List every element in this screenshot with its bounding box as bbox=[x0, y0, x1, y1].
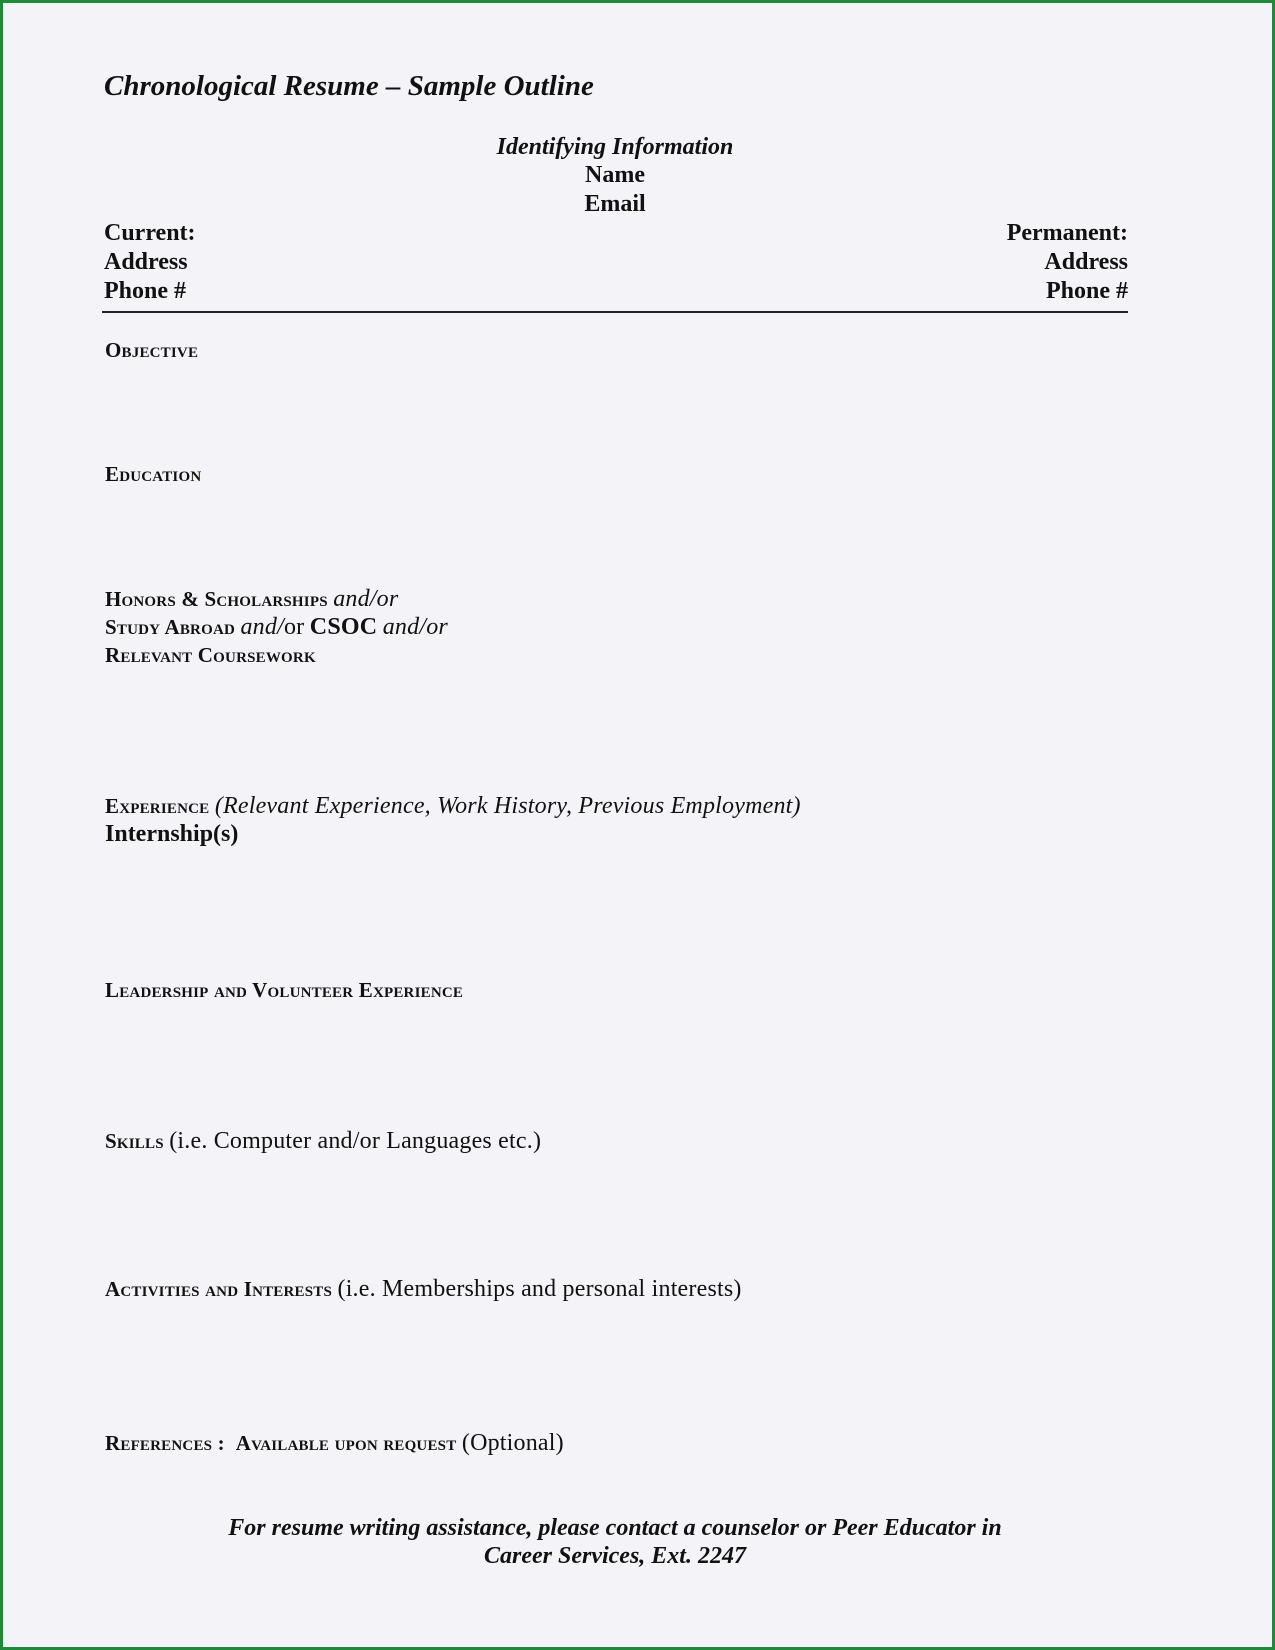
name-field: Name bbox=[585, 162, 645, 188]
footer-line-1: For resume writing assistance, please contact a counselor or Peer Educator in bbox=[228, 1515, 1002, 1541]
study-or: or bbox=[283, 614, 305, 640]
honors-andor: and/or bbox=[333, 586, 399, 612]
references-value: Available upon request bbox=[235, 1431, 457, 1455]
current-label: Current: bbox=[104, 220, 196, 246]
internships-subheading: Internship(s) bbox=[105, 821, 239, 847]
experience-note: (Relevant Experience, Work History, Previous Employment) bbox=[214, 793, 801, 819]
permanent-phone: Phone # bbox=[1045, 278, 1128, 304]
current-phone: Phone # bbox=[104, 278, 187, 304]
objective-heading: Objective bbox=[105, 338, 199, 362]
permanent-label: Permanent: bbox=[1006, 220, 1128, 246]
header-divider bbox=[102, 311, 1128, 313]
email-field: Email bbox=[584, 191, 646, 217]
activities-heading bbox=[105, 1276, 742, 1303]
references-label: References : bbox=[105, 1431, 225, 1455]
honors-label: Honors & Scholarships bbox=[105, 587, 328, 611]
activities-note: (i.e. Memberships and personal interests) bbox=[337, 1276, 742, 1302]
csoc-andor: and/or bbox=[382, 614, 448, 640]
leadership-heading: Leadership and Volunteer Experience bbox=[105, 978, 464, 1002]
study-and: and/ bbox=[240, 614, 284, 640]
permanent-address: Address bbox=[1044, 249, 1128, 275]
csoc-label: CSOC bbox=[309, 614, 378, 640]
references-heading bbox=[105, 1430, 564, 1457]
skills-label: Skills bbox=[105, 1129, 164, 1153]
study-abroad-label: Study Abroad bbox=[105, 615, 236, 639]
coursework-heading: Relevant Coursework bbox=[105, 643, 316, 667]
experience-label: Experience bbox=[105, 794, 210, 818]
footer-line-2: Career Services, Ext. 2247 bbox=[484, 1543, 746, 1569]
education-heading: Education bbox=[105, 462, 202, 486]
document-title: Chronological Resume – Sample Outline bbox=[104, 70, 594, 102]
study-abroad-heading bbox=[105, 614, 448, 641]
references-note: (Optional) bbox=[461, 1430, 564, 1456]
honors-heading bbox=[105, 586, 398, 613]
identifying-heading: Identifying Information bbox=[496, 134, 734, 160]
current-address: Address bbox=[104, 249, 188, 275]
skills-note: (i.e. Computer and/or Languages etc.) bbox=[169, 1128, 542, 1154]
skills-heading bbox=[105, 1128, 541, 1155]
experience-heading bbox=[105, 793, 801, 820]
activities-label: Activities and Interests bbox=[105, 1277, 333, 1301]
